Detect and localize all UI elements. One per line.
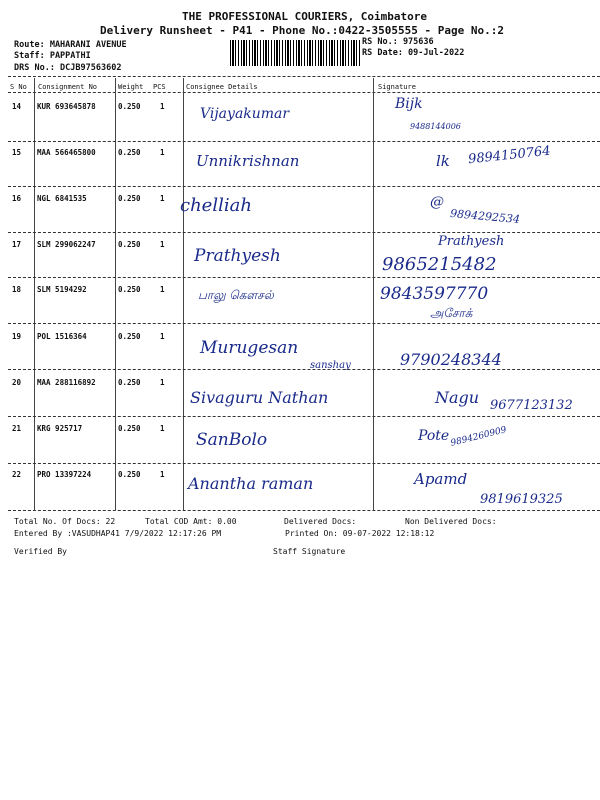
signature-handwriting: Apamd	[414, 470, 468, 488]
col-consignment: Consignment No	[38, 83, 98, 91]
row-rule	[8, 323, 600, 324]
consignee-handwriting: Prathyesh	[194, 246, 281, 266]
col-pcs: PCS	[153, 83, 166, 91]
row-rule	[8, 232, 600, 233]
row-sno: 17	[12, 240, 22, 249]
consignee-handwriting: chelliah	[180, 195, 252, 216]
row-sno: 21	[12, 424, 22, 433]
company-title: THE PROFESSIONAL COURIERS, Coimbatore	[182, 10, 428, 23]
row-pcs: 1	[160, 240, 165, 249]
signature-handwriting: Bijk	[395, 96, 423, 112]
row-pcs: 1	[160, 378, 165, 387]
total-cod: Total COD Amt: 0.00	[145, 517, 237, 526]
staff-signature: Staff Signature	[273, 547, 346, 556]
consignee-handwriting: SanBolo	[196, 430, 268, 450]
consignee-handwriting: Unnikrishnan	[196, 152, 300, 170]
row-weight: 0.250	[118, 240, 141, 249]
signature-handwriting: Nagu	[435, 388, 480, 407]
signature-phone: 9865215482	[382, 254, 497, 275]
non-delivered-docs: Non Delivered Docs:	[405, 517, 497, 526]
row-rule	[8, 141, 600, 142]
row-sno: 22	[12, 470, 22, 479]
row-weight: 0.250	[118, 102, 141, 111]
signature-handwriting: sanshay	[310, 360, 351, 371]
row-rule	[8, 186, 600, 187]
signature-phone: 9894260909	[449, 425, 508, 449]
col-divider	[34, 78, 35, 510]
row-consignment: SLM 5194292	[37, 285, 87, 294]
entered-by: Entered By :VASUDHAP41 7/9/2022 12:17:26 PM	[14, 529, 222, 538]
row-pcs: 1	[160, 102, 165, 111]
header-bottom-rule	[8, 92, 600, 93]
row-pcs: 1	[160, 148, 165, 157]
rs-date: RS Date: 09-Jul-2022	[362, 48, 465, 58]
signature-handwriting: @	[430, 194, 444, 210]
row-sno: 15	[12, 148, 22, 157]
verified-by: Verified By	[14, 547, 67, 556]
signature-phone: 9677123132	[490, 398, 573, 413]
consignee-handwriting: Murugesan	[200, 338, 299, 358]
signature-phone: 9819619325	[480, 492, 563, 507]
signature-handwriting: அசோக்	[430, 306, 473, 320]
row-rule	[8, 463, 600, 464]
staff-label: Staff: PAPPATHI	[14, 51, 91, 61]
total-docs: Total No. Of Docs: 22	[14, 517, 116, 526]
row-consignment: PRO 13397224	[37, 470, 92, 479]
signature-phone: 9894292534	[449, 206, 521, 227]
drs-number: DRS No.: DCJB97563602	[14, 63, 122, 73]
row-rule	[8, 369, 600, 370]
row-consignment: MAA 288116892	[37, 378, 96, 387]
signature-handwriting: lk	[436, 152, 450, 170]
row-weight: 0.250	[118, 148, 141, 157]
consignee-handwriting: Anantha raman	[188, 474, 314, 493]
row-consignment: NGL 6841535	[37, 194, 87, 203]
row-rule	[8, 277, 600, 278]
col-weight: Weight	[118, 83, 144, 91]
row-weight: 0.250	[118, 470, 141, 479]
row-consignment: MAA 566465800	[37, 148, 96, 157]
signature-phone: 9790248344	[400, 350, 502, 369]
col-divider	[183, 78, 184, 510]
row-sno: 16	[12, 194, 22, 203]
signature-handwriting: Pote	[418, 428, 450, 444]
delivered-docs: Delivered Docs:	[284, 517, 357, 526]
row-sno: 14	[12, 102, 22, 111]
rs-number: RS No.: 975636	[362, 37, 434, 47]
signature-handwriting: Prathyesh	[438, 234, 505, 249]
consignee-handwriting: Sivaguru Nathan	[190, 388, 329, 407]
consignee-handwriting: பாலு கௌசல்	[198, 288, 274, 302]
runsheet-title: Delivery Runsheet - P41 - Phone No.:0422-3505555 - Page No.:2	[100, 24, 504, 37]
row-weight: 0.250	[118, 194, 141, 203]
signature-phone: 9843597770	[380, 284, 489, 304]
signature-phone: 9488144006	[410, 122, 461, 131]
row-weight: 0.250	[118, 378, 141, 387]
col-sno: S No	[10, 83, 27, 91]
col-divider	[373, 78, 374, 510]
row-weight: 0.250	[118, 332, 141, 341]
row-pcs: 1	[160, 285, 165, 294]
row-pcs: 1	[160, 332, 165, 341]
row-sno: 19	[12, 332, 22, 341]
row-rule	[8, 416, 600, 417]
printed-on: Printed On: 09-07-2022 12:18:12	[285, 529, 435, 538]
header-top-rule	[8, 76, 600, 77]
signature-phone: 9894150764	[467, 143, 552, 168]
row-pcs: 1	[160, 194, 165, 203]
row-consignment: KUR 693645878	[37, 102, 96, 111]
row-consignment: KRG 925717	[37, 424, 83, 433]
consignee-handwriting: Vijayakumar	[200, 106, 290, 122]
table-bottom-rule	[8, 510, 600, 511]
row-pcs: 1	[160, 470, 165, 479]
row-consignment: POL 1516364	[37, 332, 87, 341]
route-label: Route: MAHARANI AVENUE	[14, 40, 127, 50]
col-consignee: Consignee Details	[186, 83, 258, 91]
row-sno: 20	[12, 378, 22, 387]
row-pcs: 1	[160, 424, 165, 433]
row-sno: 18	[12, 285, 22, 294]
row-weight: 0.250	[118, 285, 141, 294]
row-weight: 0.250	[118, 424, 141, 433]
col-signature: Signature	[378, 83, 416, 91]
col-divider	[115, 78, 116, 510]
row-consignment: SLM 299062247	[37, 240, 96, 249]
barcode	[230, 40, 360, 66]
